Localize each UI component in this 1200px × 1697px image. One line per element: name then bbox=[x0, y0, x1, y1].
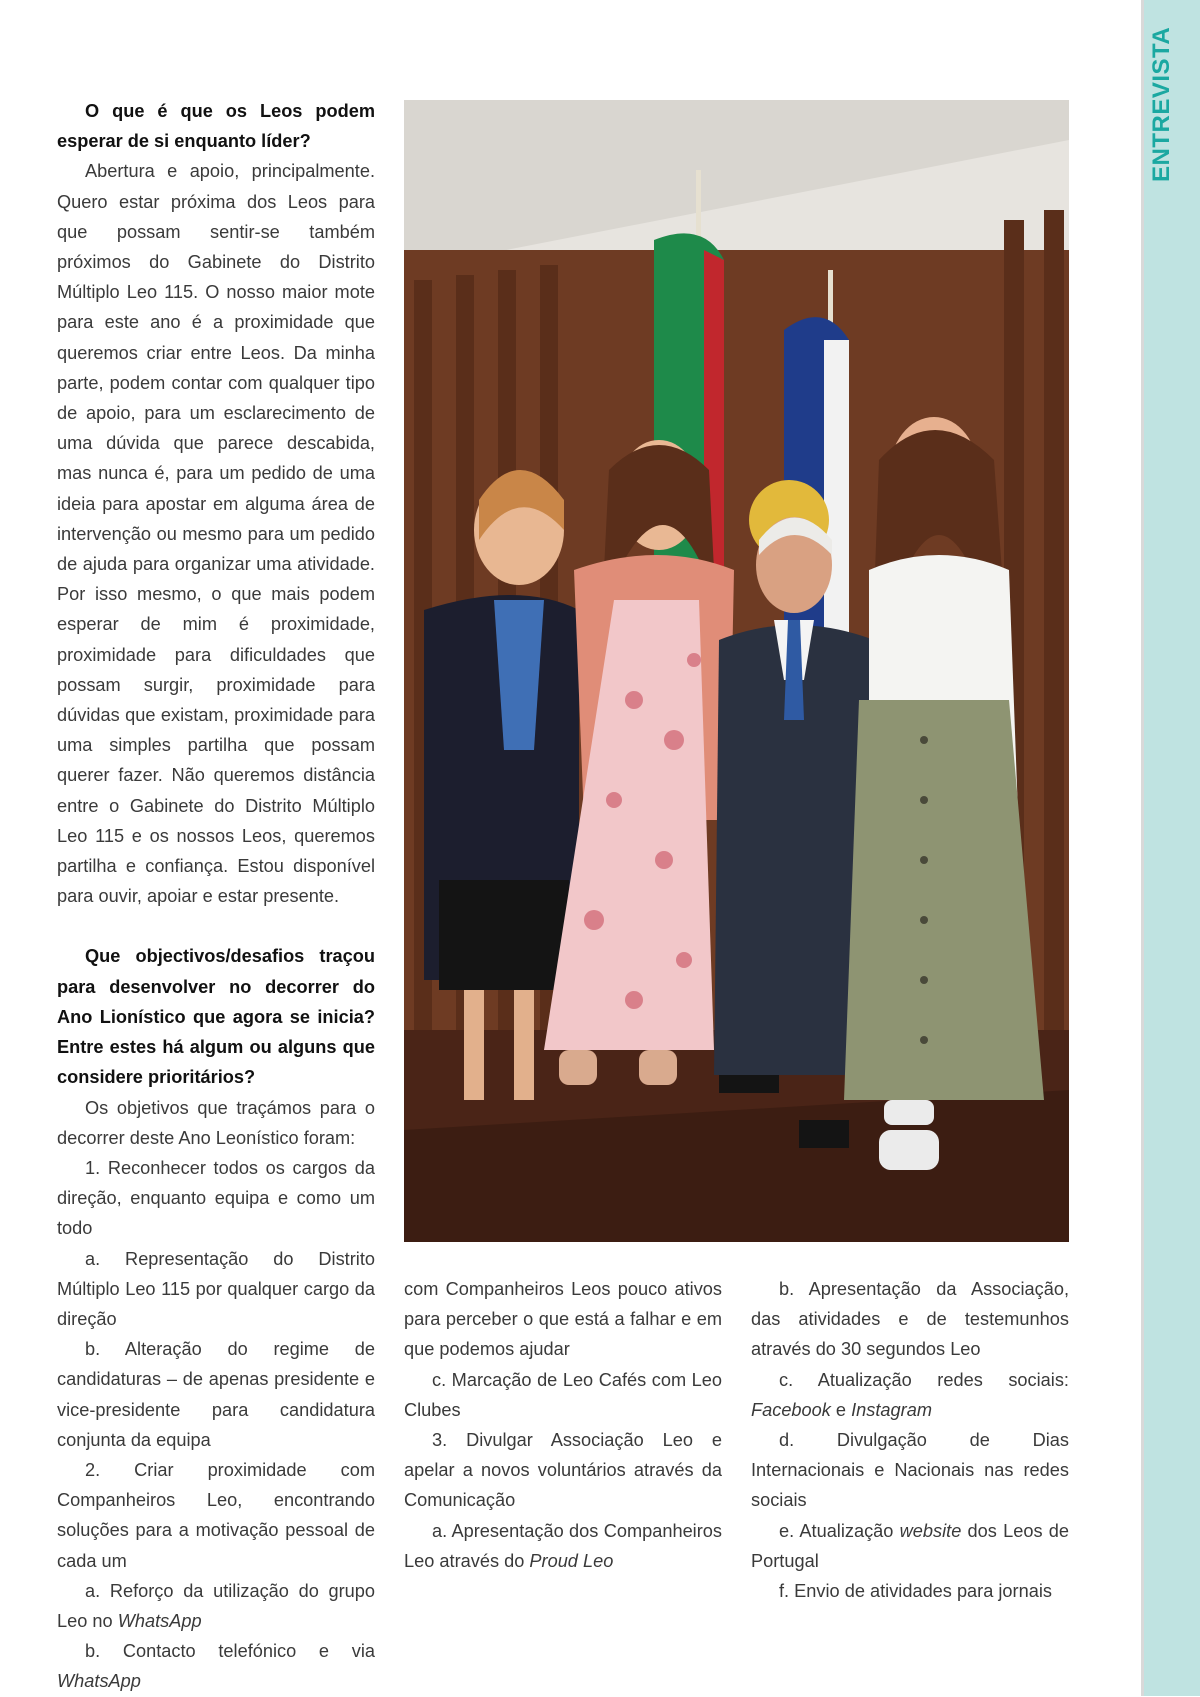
answer-1: Abertura e apoio, principalmente. Quero estar próxima dos Leos para que possam sentir-se também próximos do Gabinete do Distrito Múltiplo Leo 115. O nosso maior mote para este ano é a proximidade que queremos criar entre Leos. Da minha parte, podem contar com qualquer tipo de apoio, para um esclarecimento de uma dúvida que parece descabida, mas nunca é, para um pedido de uma ideia para apostar em alguma área de intervenção ou mesmo para um pedido de ajuda para organizar uma atividade. Por isso mesmo, o que mais podem esperar de mim é proximidade, proximidade para dificuldades que possam surgir, proximidade para dúvidas que existam, proximidade para uma simples partilha que possam querer fazer. Não queremos distância entre o Gabinete do Distrito Múltiplo Leo 115 e os nossos Leos, queremos partilha e confiança. Estou disponível para ouvir, apoiar e estar presente. bbox=[57, 161, 375, 907]
list-item-3d: d. Divulgação de Dias Internacionais e Nacionais nas redes sociais bbox=[751, 1430, 1069, 1511]
text-column-1 bbox=[57, 96, 375, 1697]
list-item-3b: b. Apresentação da Associação, das atividades e de testemunhos através do 30 segundos Leo bbox=[751, 1279, 1069, 1360]
question-2: Que objectivos/desafios traçou para desenvolver no decorrer do Ano Lionístico que agora se inicia? Entre estes há algum ou alguns que considere prioritários? bbox=[57, 946, 375, 1088]
question-1: O que é que os Leos podem esperar de si enquanto líder? bbox=[57, 101, 375, 152]
list-item-2b: b. Contacto telefónico e via WhatsApp bbox=[57, 1641, 375, 1692]
list-item-2c: c. Marcação de Leo Cafés com Leo Clubes bbox=[404, 1369, 722, 1420]
sidebar-band bbox=[1141, 0, 1200, 1696]
text-column-2 bbox=[404, 1274, 722, 1576]
group-photo bbox=[404, 100, 1069, 1242]
continued-text: com Companheiros Leos pouco ativos para perceber o que está a falhar e em que podemos ajudar bbox=[404, 1279, 722, 1360]
list-item-3c: c. Atualização redes sociais: Facebook e Instagram bbox=[751, 1369, 1069, 1420]
list-item-1a: a. Representação do Distrito Múltiplo Leo 115 por qualquer cargo da direção bbox=[57, 1248, 375, 1329]
list-item-1b: b. Alteração do regime de candidaturas – de apenas presidente e vice-presidente para candidatura conjunta da equipa bbox=[57, 1339, 375, 1450]
list-item-3e: e. Atualização website dos Leos de Portugal bbox=[751, 1520, 1069, 1571]
list-item-2: 2. Criar proximidade com Companheiros Leo, encontrando soluções para a motivação pessoal de cada um bbox=[57, 1459, 375, 1571]
list-item-3a: a. Apresentação dos Companheiros Leo através do Proud Leo bbox=[404, 1520, 722, 1571]
list-item-1: 1. Reconhecer todos os cargos da direção, enquanto equipa e como um todo bbox=[57, 1157, 375, 1239]
list-item-2a: a. Reforço da utilização do grupo Leo no WhatsApp bbox=[57, 1580, 375, 1631]
text-column-3 bbox=[751, 1274, 1069, 1606]
list-item-3f: f. Envio de atividades para jornais bbox=[779, 1581, 1052, 1602]
answer-2-intro: Os objetivos que traçámos para o decorrer deste Ano Leonístico foram: bbox=[57, 1097, 375, 1148]
list-item-3: 3. Divulgar Associação Leo e apelar a novos voluntários através da Comunicação bbox=[404, 1430, 722, 1511]
section-label: ENTREVISTA bbox=[1148, 26, 1175, 182]
